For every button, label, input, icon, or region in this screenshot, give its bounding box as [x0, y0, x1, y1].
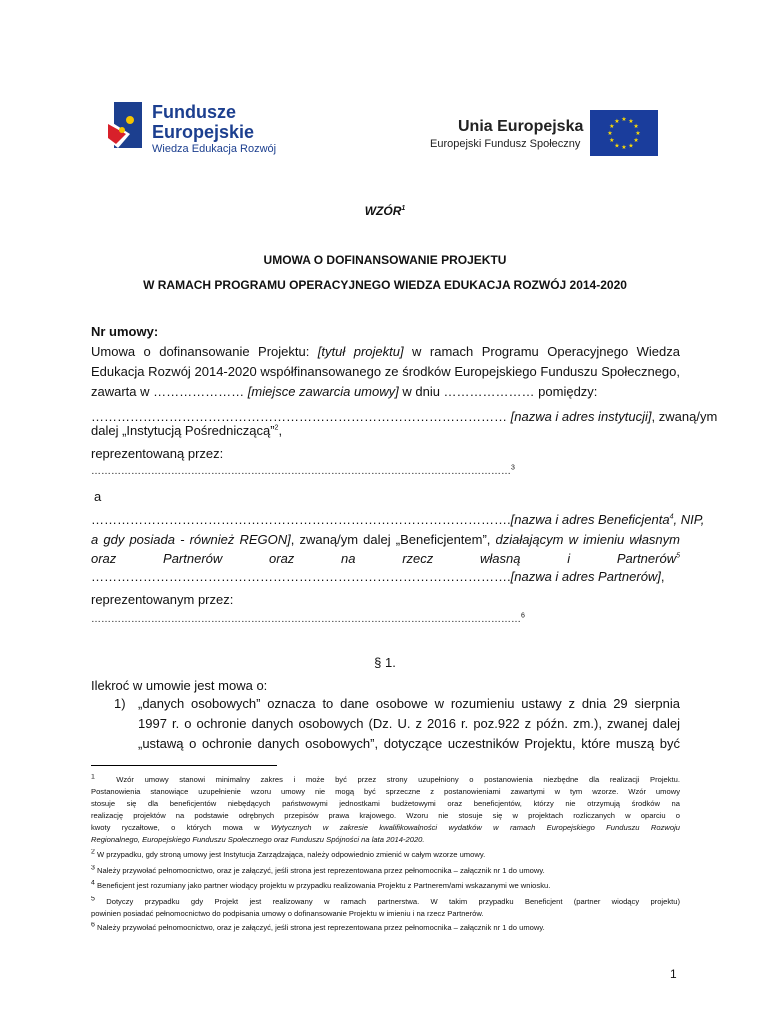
footnote-1-line1: $^1$ Wzór umowy stanowi minimalny zakres i może być przez strony uzupełniony o postanowienia niezbędne dla realizacji Projektu. [91, 774, 680, 784]
fe-flag-icon [108, 100, 146, 150]
footnote-1-line5: kwoty ryczałtowe, o których mowa w Wytycznych w zakresie kwalifikowalności wydatków w ramach Europejskiego Funduszu Rozwoju [91, 823, 680, 832]
eu-star-icon: ★ [633, 138, 639, 145]
paragraph2-line2: dalej „Instytucją Pośredniczącą”$^2$, [91, 423, 283, 438]
fe-line1: Fundusze [152, 102, 236, 122]
footnote-1-line4: realizację projektów na podstawie odrębnych przepisów prawa krajowego. Wzoru nie stosuje się w projektach rozliczanych w oparciu o [91, 811, 680, 820]
fe-line3: Wiedza Edukacja Rozwój [152, 143, 277, 155]
eu-star-icon: ★ [614, 119, 620, 126]
section-1-heading: § 1. [374, 655, 396, 670]
footnote-1-line3: stosuje się dla beneficjentów niebędących państwowymi jednostkami budżetowymi oraz beneficjentów, którzy nie otrzymują środków na [91, 799, 680, 808]
eu-star-icon: ★ [621, 145, 627, 152]
contract-number-label: Nr umowy: [91, 324, 159, 339]
fe-line2: Europejskie [152, 122, 255, 142]
definitions-intro: Ilekroć w umowie jest mowa o: [91, 678, 268, 693]
footnote-5-line1: $^5$ Dotyczy przypadku gdy Projekt jest realizowany w ramach partnerstwa. W takim przypadku Beneficjent (partner wiodący projektu) [91, 896, 680, 906]
fundusze-europejskie-logo [108, 98, 298, 162]
eu-star-icon: ★ [609, 138, 615, 145]
eu-star-icon: ★ [633, 124, 639, 131]
contract-title-line1: UMOWA O DOFINANSOWANIE PROJEKTU [263, 253, 507, 267]
eu-star-icon: ★ [628, 143, 634, 150]
footnote-5-line2: powinien posiadać pełnomocnictwo do podpisania umowy o dofinansowanie Projektu w imieniu i na rzecz Partnerów. [91, 909, 484, 918]
represented-by-label-2: reprezentowanym przez: [91, 592, 234, 607]
ue-line1: Unia Europejska [458, 118, 584, 135]
footnote-2: $^2$ W przypadku, gdy stroną umowy jest Instytucja Zarządzająca, należy odpowiednio zmienić w całym wzorze umowy. [91, 849, 486, 859]
footnote-1-line2: Postanowienia stanowiące uzupełnienie wzoru umowy nie mogą być sprzeczne z postanowieniami zawartymi w tym wzorze. Wzór umowy [91, 787, 680, 796]
list-item-1-line1: „danych osobowych” oznacza to dane osobowe w rozumieniu ustawy z dnia 29 sierpnia [138, 696, 680, 711]
ue-line2: Europejski Fundusz Społeczny [430, 138, 581, 150]
eu-star-icon: ★ [609, 124, 615, 131]
eu-star-icon: ★ [628, 119, 634, 126]
paragraph1-line2: Edukacja Rozwój 2014-2020 współfinansowanego ze środków Europejskiego Funduszu Społecznego, [91, 364, 680, 379]
eu-flag-icon [590, 110, 658, 156]
footnote-separator [91, 765, 277, 766]
page-number: 1 [670, 967, 677, 981]
represented-by-label-1: reprezentowaną przez: [91, 446, 224, 461]
paragraph3-line1: …………………………………………………………………………………….[nazwa i adres Beneficjenta$^4$, NIP, [91, 512, 705, 527]
paragraph3-line2: a gdy posiada - również REGON], zwaną/ym dalej „Beneficjentem”, działającym w imieniu własnym [91, 532, 680, 547]
contract-title-line2: W RAMACH PROGRAMU OPERACYJNEGO WIEDZA EDUKACJA ROZWÓJ 2014-2020 [143, 278, 627, 292]
eu-star-icon: ★ [607, 131, 613, 138]
unia-europejska-logo [430, 108, 660, 158]
list-item-number: 1) [114, 696, 126, 711]
footnote-1-line6: Regionalnego, Europejskiego Funduszu Społecznego oraz Funduszu Spójności na lata 2014-2020. [91, 835, 425, 844]
conjunction-a: a [94, 489, 102, 504]
list-item-1-line3: „ustawą o ochronie danych osobowych”, dotyczące uczestników Projektu, które muszą być [138, 736, 680, 751]
paragraph1-line3: zawarta w ………………… [miejsce zawarcia umowy] w dniu ………………… pomiędzy: [91, 384, 598, 399]
eu-star-icon: ★ [614, 143, 620, 150]
footnote-4: $^4$ Beneficjent jest rozumiany jako partner wiodący projektu w przypadku realizowania Projektu z Partnerem/ami wskazanymi we wniosku. [91, 880, 551, 890]
paragraph3-line3: oraz Partnerów oraz na rzecz własną i Partnerów$^5$ [91, 551, 680, 566]
footnote-3: $^3$ Należy przywołać pełnomocnictwo, oraz je załączyć, jeśli strona jest reprezentowana przez pełnomocnika – załącznik nr 1 do umowy. [91, 865, 545, 875]
wzor-label: WZÓR$^1$ [364, 204, 406, 218]
eu-star-icon: ★ [621, 117, 627, 124]
paragraph3-line4: …………………………………………………………………………………….[nazwa i adres Partnerów], [91, 569, 665, 584]
list-item-1-line2: 1997 r. o ochronie danych osobowych (Dz. U. z 2016 r. poz.922 z późn. zm.), zwanej dalej [138, 716, 680, 731]
paragraph1-line1: Umowa o dofinansowanie Projektu: [tytuł projektu] w ramach Programu Operacyjnego Wiedza [91, 344, 680, 359]
representative-dots-1: ………………………………………………………………………………………………………………$^3$ [91, 464, 515, 477]
paragraph2-line1: …………………………………………………………………………………… [nazwa i adres instytucji], zwaną/ym [91, 409, 718, 424]
footnote-6: $^6$ Należy przywołać pełnomocnictwo, oraz je załączyć, jeśli strona jest reprezentowana przez pełnomocnika – załącznik nr 1 do umowy. [91, 922, 545, 932]
eu-star-icon: ★ [635, 131, 641, 138]
representative-dots-2: …………………………………………………………………………………………………………………$^6$ [91, 612, 525, 625]
